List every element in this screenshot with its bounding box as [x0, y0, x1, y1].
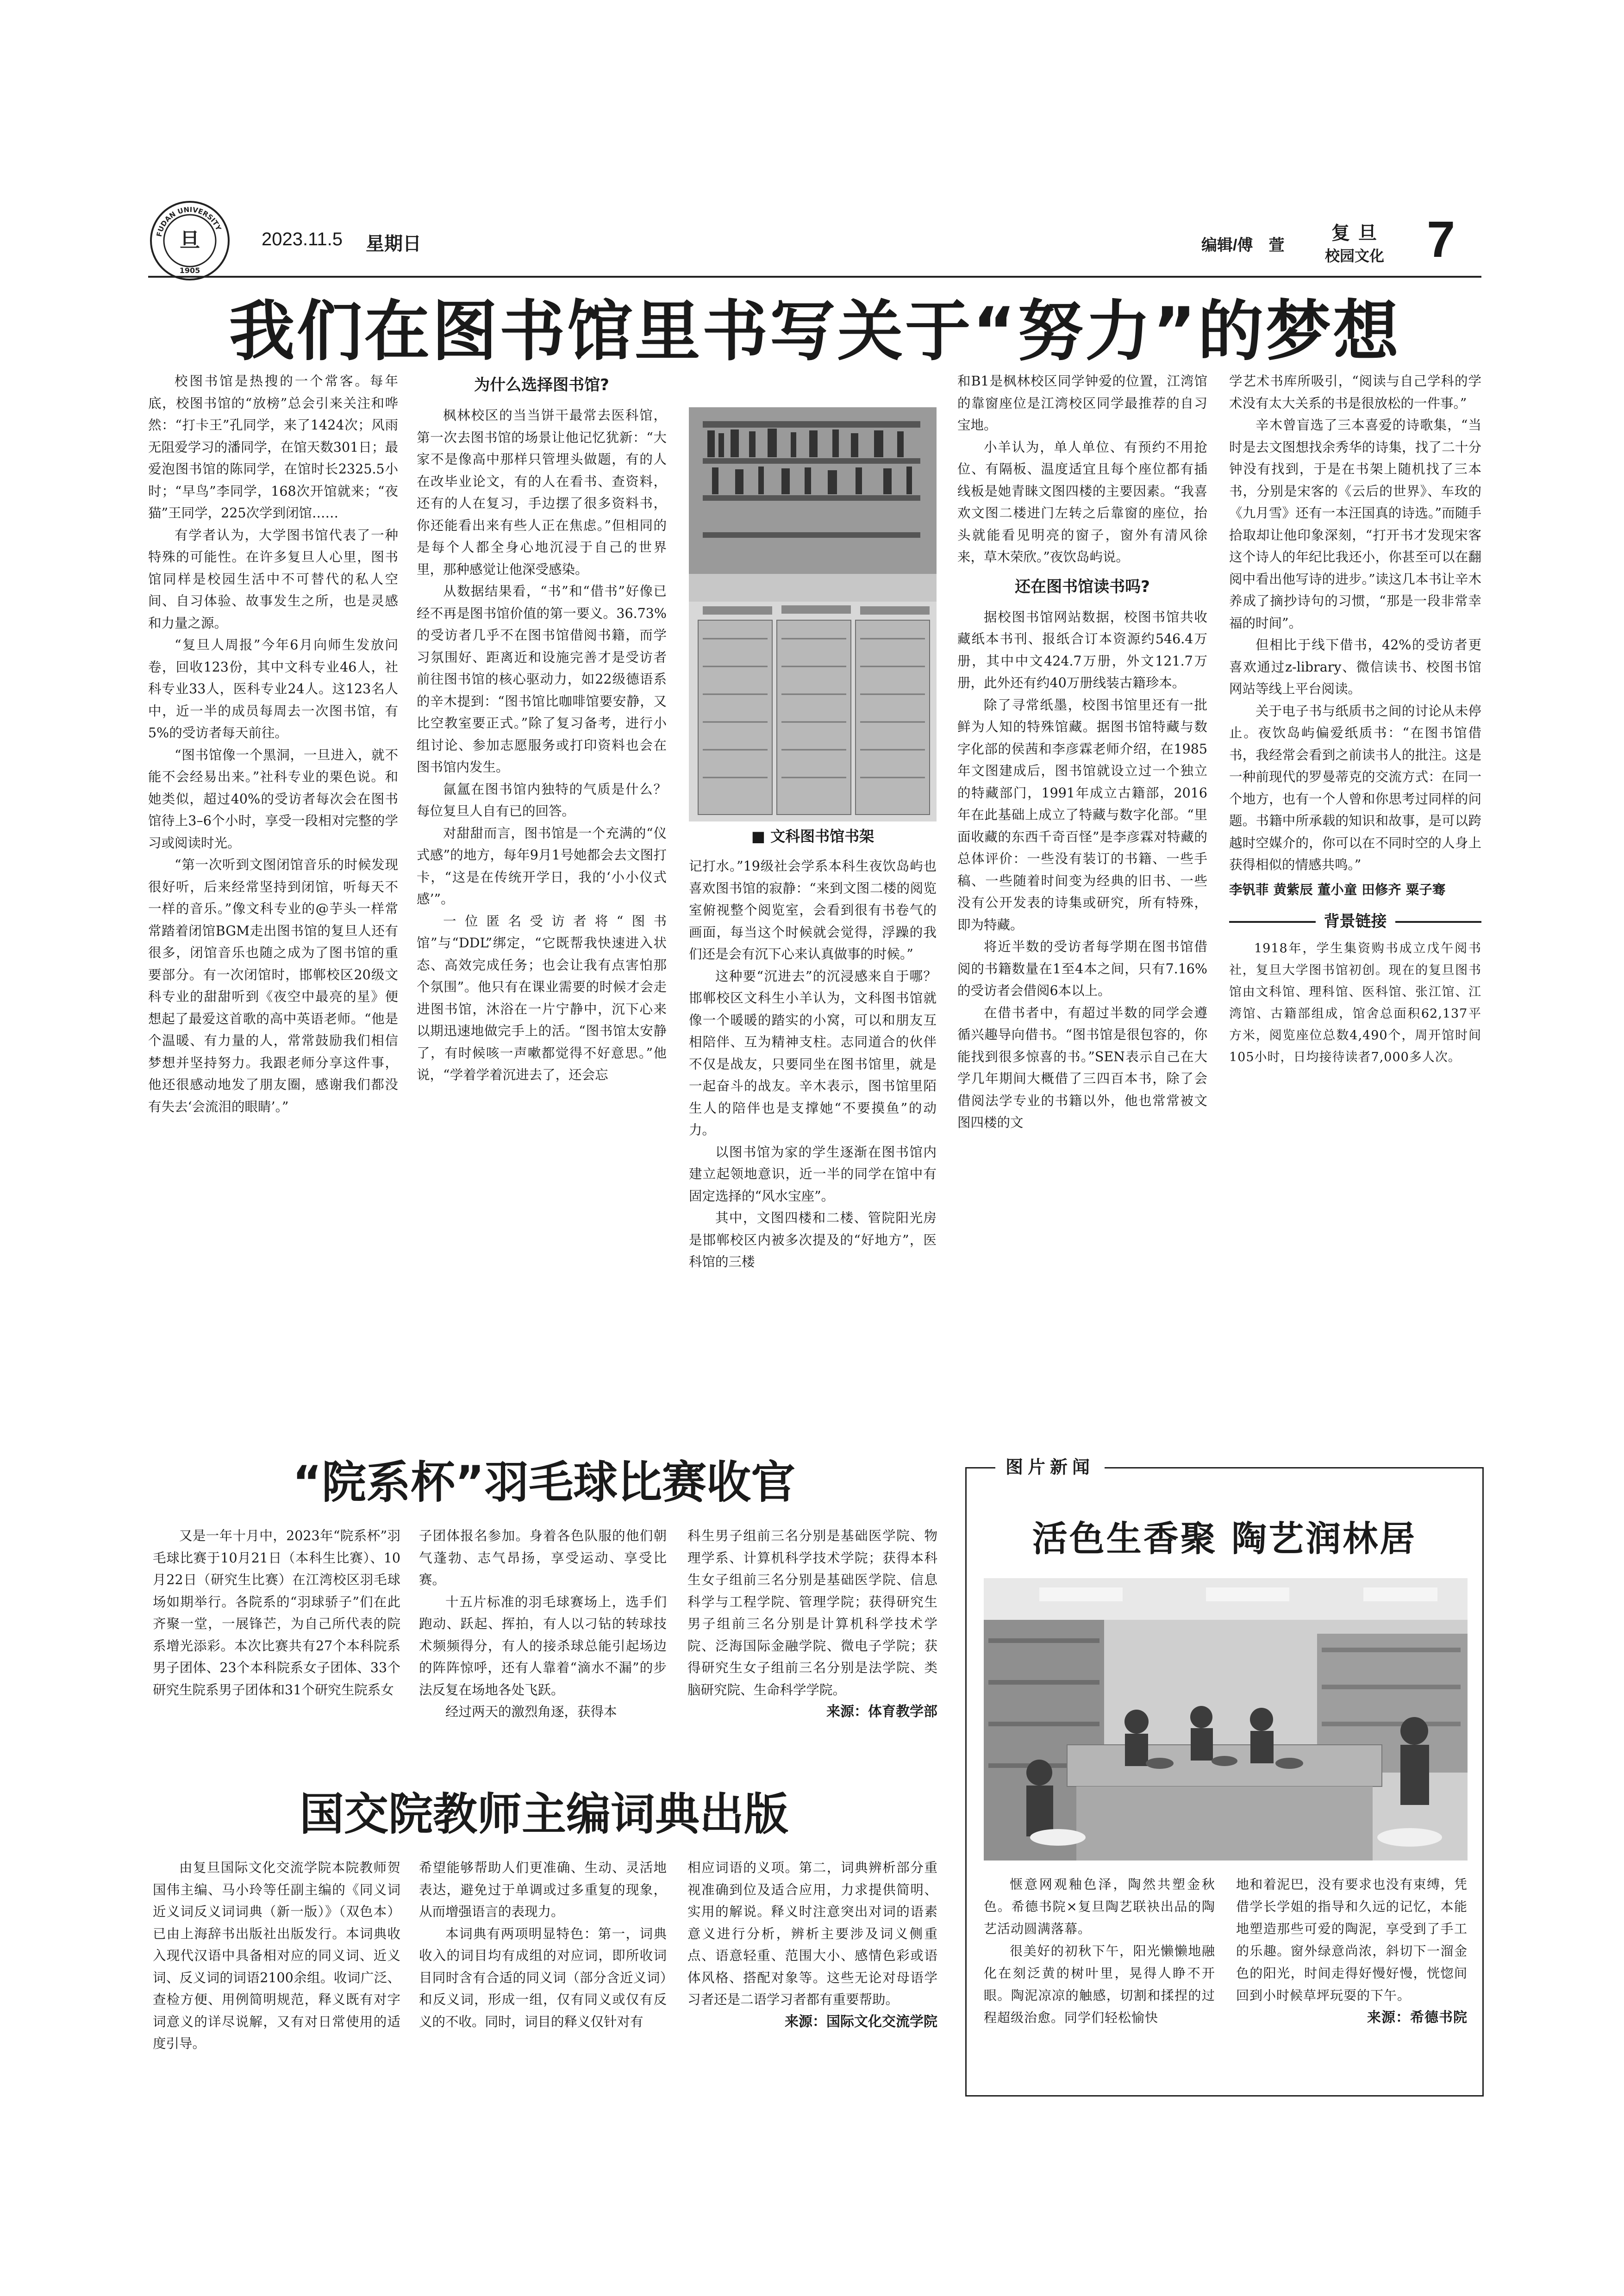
paragraph: 相应词语的义项。第二，词典辨析部分重视准确到位及适合应用，力求提供简明、实用的解说。释义时注意突出对词的语素意义进行分析，辨析主要涉及词义侧重点、语意轻重、范围大小、感情色彩或语体风格、搭配对象等。这些无论对母语学习者还是二语学习者都有重要帮助。 — [687, 1860, 937, 2007]
paragraph: 枫林校区的当当饼干最常去医科馆，第一次去图书馆的场景让他记忆犹新：“大家不是像高中那样只管埋头做题，有的人在改毕业论文，有的人在看书、查资料，还有的人在复习，手边摆了很多资料书，你还能看出来有些人正在焦虑。”但相同的是每个人都全身心地沉浸于自己的世界里，那种感觉让他深受感染。 — [417, 408, 667, 577]
main-headline: 我们在图书馆里书写关于“努力”的梦想 — [229, 293, 1401, 370]
svg-text:FUDAN UNIVERSITY: FUDAN UNIVERSITY — [155, 205, 223, 238]
background-link-header — [1229, 911, 1481, 933]
author-byline: 李钒菲 黄紫辰 董小童 田修齐 粟子骞 — [1229, 882, 1446, 897]
dictionary-source: 来源：国际文化交流学院 — [785, 2013, 937, 2030]
main-column-2 — [417, 376, 667, 1086]
paragraph: 校图书馆是热搜的一个常客。每年底，校图书馆的“放榜”总会引来关注和哗然：“打卡王”孔同学，来了1424次；风雨无阻爱学习的潘同学，在馆天数301日；最爱泡图书馆的陈同学，在馆时长2325.5小时；“早鸟”李同学，168次开馆就来；“夜猫”王同学，225次学到闭馆…… — [148, 373, 398, 521]
photo-news-text-right — [1236, 1873, 1468, 2029]
library-bookshelf-photo — [689, 407, 937, 821]
paragraph: 氤氲在图书馆内独特的气质是什么？每位复旦人自有已的回答。 — [417, 781, 667, 819]
divider — [1229, 921, 1316, 923]
badminton-column-1 — [153, 1525, 400, 1701]
paragraph: 经过两天的激烈角逐，获得本 — [445, 1704, 617, 1719]
photo-caption: ■ 文科图书馆书架 — [751, 828, 874, 845]
paragraph: 对甜甜而言，图书馆是一个充满的“仪式感”的地方，每年9月1号她都会去文图打卡，“这是在传统开学日，我的‘小小仪式感’”。 — [417, 825, 667, 907]
svg-text:1905: 1905 — [179, 266, 200, 275]
paragraph: 和B1是枫林校区同学钟爱的位置，江湾馆的靠窗座位是江湾校区同学最推荐的自习宝地。 — [957, 373, 1207, 433]
header-rule — [148, 276, 1481, 278]
paragraph: 记打水。”19级社会学系本科生夜饮岛屿也喜欢图书馆的寂静：“来到文图二楼的阅览室俯视整个阅览室，会看到很有书卷气的画面，每当这个时候就会觉得，浮躁的我们还是会有沉下心来认真做事的时候。” — [689, 859, 937, 962]
paragraph: 本词典有两项明显特色：第一，词典收入的词目均有成组的对应词，即所收词目同时含有合适的同义词（部分含近义词）和反义词，形成一组，仅有同义或仅有反义的不收。同时，词目的释义仅针对有 — [419, 1926, 667, 2029]
paragraph: “图书馆像一个黑洞，一旦进入，就不能不会经易出来。”社科专业的栗色说。和她类似，超过40%的受访者每次会在图书馆待上3–6个小时，享受一段相对完整的学习或阅读时光。 — [148, 747, 398, 851]
university-logo — [148, 199, 231, 282]
main-column-1 — [148, 370, 398, 1118]
page-number: 7 — [1427, 211, 1455, 268]
paragraph: 关于电子书与纸质书之间的讨论从未停止。夜饮岛屿偏爱纸质书：“在图书馆借书，我经常会看到之前读书人的批注。这是一种前现代的罗曼蒂克的交流方式：在同一个地方，也有一个人曾和你思考过同样的问题。书籍中所承载的知识和故事，是可以跨越时空媒介的，你可以在不同时空的人身上获得相似的情感共鸣。” — [1229, 703, 1481, 872]
paragraph: 将近半数的受访者每学期在图书馆借阅的书籍数量在1至4本之间，只有7.16%的受访者会借阅6本以上。 — [957, 939, 1207, 998]
paragraph: 在借书者中，有超过半数的同学会遵循兴趣导向借书。“图书馆是很包容的，你能找到很多惊喜的书。”SEN表示自己在大学几年期间大概借了三四百本书，除了会借阅法学专业的书籍以外，他也常常被文图四楼的文 — [957, 1005, 1207, 1130]
issue-weekday: 星期日 — [366, 234, 421, 254]
paragraph: 子团体报名参加。身着各色队服的他们朝气蓬勃、志气昂扬，享受运动、享受比赛。 — [419, 1528, 667, 1587]
paragraph: 其中，文图四楼和二楼、管院阳光房是邯郸校区内被多次提及的“好地方”，医科馆的三楼 — [689, 1210, 937, 1269]
dictionary-column-2 — [419, 1857, 667, 2033]
paragraph: 但相比于线下借书，42%的受访者更喜欢通过z-library、微信读书、校图书馆网站等线上平台阅读。 — [1229, 637, 1481, 697]
badminton-source: 来源：体育教学部 — [826, 1704, 937, 1720]
photo-news-headline: 活色生香聚 陶艺润林居 — [1032, 1518, 1417, 1559]
masthead — [148, 176, 1481, 278]
paragraph: 辛木曾盲选了三本喜爱的诗歌集，“当时是去文图想找余秀华的诗集，找了二十分钟没有找到，于是在书架上随机找了三本书，分别是宋客的《云后的世界》、车玫的《九月雪》还有一本汪国真的诗选。”而随手拾取却让他印象深刻，“打开书才发现宋客这个诗人的年纪比我还小，你甚至可以在翻阅中看出他写诗的进步。”读这几本书让辛木养成了摘抄诗句的习惯，“那是一段非常幸福的时间”。 — [1229, 417, 1481, 631]
paragraph: 据校图书馆网站数据，校图书馆共收藏纸本书刊、报纸合订本资源约546.4万册，其中中文424.7万册，外文121.7万册，此外还有约40万册线装古籍珍本。 — [957, 609, 1207, 691]
divider — [1395, 921, 1482, 923]
main-column-5 — [1229, 370, 1481, 1068]
paragraph: 惬意网观釉色泽，陶然共塑金秋色。希德书院×复旦陶艺联袂出品的陶艺活动圆满落幕。 — [984, 1877, 1215, 1936]
paragraph: 除了寻常纸墨，校图书馆里还有一批鲜为人知的特殊馆藏。据图书馆特藏与数字化部的侯茜和李彦霖老师介绍，在1985年文图建成后，图书馆就设立过一个独立的特藏部门，1991年成立古籍部，2016年在此基础上成立了特藏与数字化部。“里面收藏的东西千奇百怪”是李彦霖对特藏的总体评价：一些没有装订的书籍、一些手稿、一些随着时间变为经典的旧书、一些没有公开发表的诗集或研究，所有特殊，即为特藏。 — [957, 697, 1207, 933]
main-column-3 — [689, 855, 937, 1273]
dictionary-column-3 — [687, 1857, 937, 2033]
paragraph: 学艺术书库所吸引，“阅读与自己学科的学术没有太大关系的书是很放松的一件事。” — [1229, 373, 1481, 411]
paragraph: “第一次听到文图闭馆音乐的时候发现很好听，后来经常坚持到闭馆，听每天不一样的音乐。”像文科专业的@芋头一样常常踏着闭馆BGM走出图书馆的复旦人还有很多，闭馆音乐也随之成为了图书馆的重要部分。有一次闭馆时，邯郸校区20级文科专业的甜甜听到《夜空中最亮的星》便想起了最爱这首歌的高中英语老师。“他是个温暖、有力量的人，常常鼓励我们相信梦想并坚持努力。我跟老师分享这件事，他还很感动地发了朋友圈，感谢我们都没有失去‘会流泪的眼睛’。” — [148, 857, 398, 1114]
dictionary-column-1 — [153, 1857, 400, 2055]
issue-date: 2023.11.5 — [262, 229, 343, 249]
section-heading-why-library: 为什么选择图书馆? — [474, 376, 609, 394]
section-heading-still-reading: 还在图书馆读书吗? — [1015, 577, 1150, 596]
svg-text:旦: 旦 — [180, 229, 200, 252]
background-link-title: 背景链接 — [1324, 912, 1387, 931]
paragraph: 希望能够帮助人们更准确、生动、灵活地表达，避免过于单调或过多重复的现象，从而增强语言的表现力。 — [419, 1860, 667, 1919]
editor-credit: 编辑/傅 萱 — [1201, 236, 1285, 254]
badminton-column-2 — [419, 1525, 667, 1723]
badminton-column-3 — [687, 1525, 937, 1723]
paragraph: 这种要“沉进去”的沉浸感来自于哪？邯郸校区文科生小羊认为，文科图书馆就像一个暖暖的踏实的小窝，可以和朋友互相陪伴、互为精神支柱。志同道合的伙伴不仅是战友，只要同坐在图书馆里，就是一起奋斗的战友。辛木表示，图书馆里陌生人的陪伴也是支撑她“不要摸鱼”的动力。 — [689, 968, 937, 1138]
paragraph: 一位匿名受访者将“图书馆”与“DDL”绑定，“它既帮我快速进入状态、高效完成任务；也会让我有点害怕那个氛围”。他只有在课业需要的时候才会走进图书馆，沐浴在一片宁静中，沉下心来以期迅速地做完手上的活。“图书馆太安静了，有时候咳一声嗽都觉得不好意思。”他说，“学着学着沉进去了，还会忘 — [417, 913, 667, 1083]
dictionary-headline: 国交院教师主编词典出版 — [300, 1788, 788, 1840]
badminton-headline: “院系杯”羽毛球比赛收官 — [292, 1456, 796, 1508]
photo-news-label: 图片新闻 — [995, 1454, 1105, 1480]
paragraph: 以图书馆为家的学生逐渐在图书馆内建立起领地意识，近一半的同学在馆中有固定选择的“风水宝座”。 — [689, 1144, 937, 1204]
paragraph: 很美好的初秋下午，阳光懒懒地融化在刻泛黄的树叶里，晃得人睁不开眼。陶泥凉凉的触感，切割和揉捏的过程超级治愈。同学们轻松愉快 — [984, 1943, 1215, 2025]
paragraph: 有学者认为，大学图书馆代表了一种特殊的可能性。在许多复旦人心里，图书馆同样是校园生活中不可替代的私人空间、自习体验、故事发生之所，也是灵感和力量之源。 — [148, 527, 398, 631]
photo-news-source: 来源：希德书院 — [1367, 2010, 1468, 2026]
photo-news-text-left — [984, 1873, 1215, 2029]
paragraph: 又是一年十月中，2023年“院系杯”羽毛球比赛于10月21日（本科生比赛）、10月22日（研究生比赛）在江湾校区羽毛球场如期举行。各院系的“羽球骄子”们在此齐聚一堂，一展锋芒，为自己所代表的院系增光添彩。本次比赛共有27个本科院系男子团体、23个本科院系女子团体、33个研究生院系男子团体和31个研究生院系女 — [153, 1528, 400, 1698]
paragraph: 从数据结果看，“书”和“借书”好像已经不再是图书馆价值的第一要义。36.73%的受访者几乎不在图书馆借阅书籍，而学习氛围好、距离近和设施完善才是受访者前往图书馆的核心驱动力，如22级德语系的辛木提到：“图书馆比咖啡馆要安静，又比空教室要正式。”除了复习备考，进行小组讨论、参加志愿服务或打印资料也会在图书馆内发生。 — [417, 584, 667, 775]
section-brand-top: 复旦 — [1331, 223, 1385, 243]
paragraph: “复旦人周报”今年6月向师生发放问卷，回收123份，其中文科专业46人，社科专业33人，医科专业24人。这123名人中，近一半的成员每周去一次图书馆，有5%的受访者每天前往。 — [148, 637, 398, 740]
pottery-workshop-photo — [984, 1578, 1468, 1860]
background-link-text: 1918年，学生集资购书成立戊午阅书社，复旦大学图书馆初创。现在的复旦图书馆由文科馆、理科馆、医科馆、张江馆、江湾馆、古籍部组成，馆舍总面积62,137平方米，阅览座位总数4,490个，周开馆时间105小时，日均接待读者7,000多人次。 — [1229, 941, 1481, 1064]
paragraph: 小羊认为，单人单位、有预约不用抢位、有隔板、温度适宜且每个座位都有插线板是她青睐文图四楼的主要因素。“我喜欢文图二楼进门左转之后靠窗的座位，抬头就能看见明亮的窗子，窗外有清风徐来，草木荣欣。”夜饮岛屿说。 — [957, 439, 1207, 565]
paragraph: 十五片标准的羽毛球赛场上，选手们跑动、跃起、挥拍，有人以刁钻的转球技术频频得分，有人的接杀球总能引起场边的阵阵惊呼，还有人靠着“滴水不漏”的步法反复在场地各处飞跃。 — [419, 1594, 667, 1698]
paragraph: 由复旦国际文化交流学院本院教师贺国伟主编、马小玲等任副主编的《同义词近义词反义词词典（新一版）》（双色本）已由上海辞书出版社出版发行。本词典收入现代汉语中具备相对应的同义词、近义词、反义词的词语2100余组。收词广泛、查检方便、用例简明规范，释义既有对字词意义的详尽说解，又有对日常使用的适度引导。 — [153, 1860, 400, 2051]
main-column-4 — [957, 370, 1207, 1134]
paragraph: 科生男子组前三名分别是基础医学院、物理学系、计算机科学技术学院；获得本科生女子组前三名分别是基础医学院、信息科学与工程学院、管理学院；获得研究生男子组前三名分别是计算机科学技术学院、泛海国际金融学院、微电子学院；获得研究生女子组前三名分别是法学院、类脑研究院、生命科学学院。 — [687, 1528, 937, 1698]
paragraph: 地和着泥巴，没有要求也没有束缚，凭借学长学姐的指导和久远的记忆，本能地塑造那些可爱的陶泥，享受到了手工的乐趣。窗外绿意尚浓，斜切下一溜金色的阳光，时间走得好慢好慢，恍惚间回到小时候草坪玩耍的下午。 — [1236, 1877, 1468, 2003]
section-brand-bottom: 校园文化 — [1325, 248, 1385, 264]
